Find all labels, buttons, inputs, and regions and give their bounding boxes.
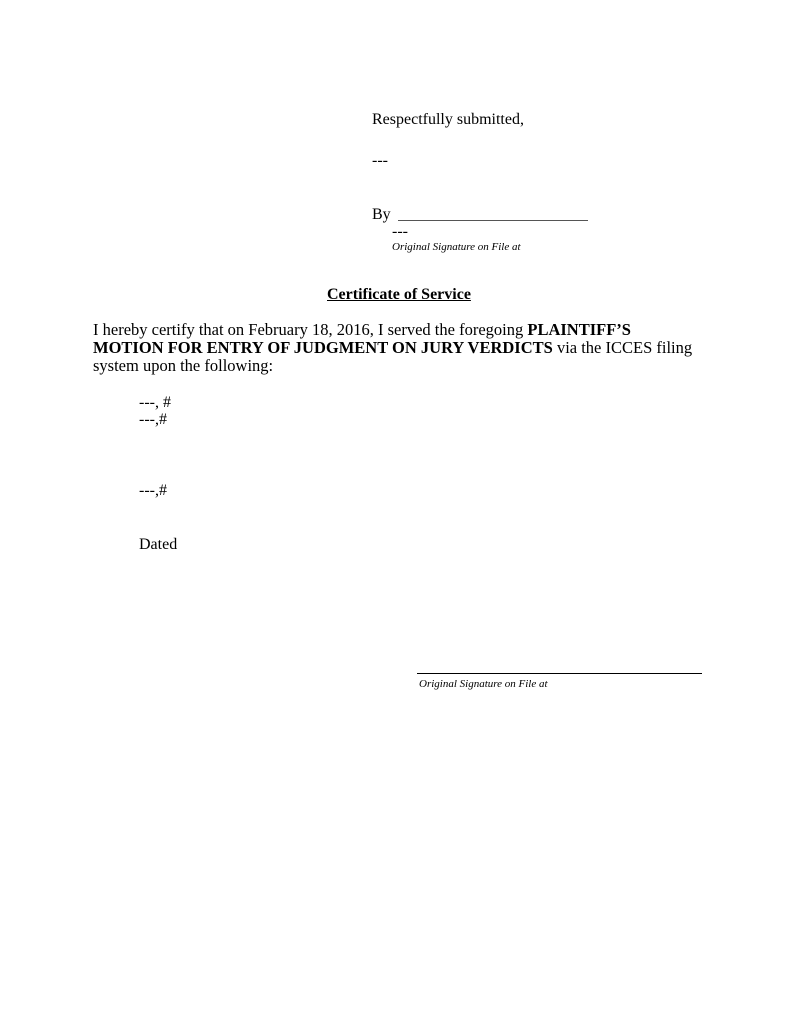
recipient-entry: ---, #	[139, 394, 171, 411]
attorney-signature-note: Original Signature on File at	[392, 241, 521, 253]
certificate-heading: Certificate of Service	[327, 286, 471, 303]
service-signature-line	[417, 673, 702, 674]
recipient-entry: ---,#	[139, 411, 167, 428]
recipient-entry: ---,#	[139, 482, 167, 499]
attorney-signature-line	[398, 220, 588, 221]
service-signature-note: Original Signature on File at	[419, 678, 548, 690]
by-label: By	[372, 206, 391, 223]
firm-name-placeholder: ---	[372, 152, 388, 169]
service-method: via the ICCES filing system upon the following:	[93, 338, 693, 375]
motion-title: PLAINTIFF’S MOTION FOR ENTRY OF JUDGMENT ON JURY VERDICTS	[93, 320, 631, 357]
closing-text: Respectfully submitted,	[372, 111, 524, 128]
signer-name-placeholder: ---	[392, 223, 408, 240]
certification-intro: I hereby certify that on February 18, 2016, I served the foregoing	[93, 320, 524, 339]
dated-label: Dated	[139, 536, 178, 553]
certification-paragraph	[93, 321, 703, 375]
